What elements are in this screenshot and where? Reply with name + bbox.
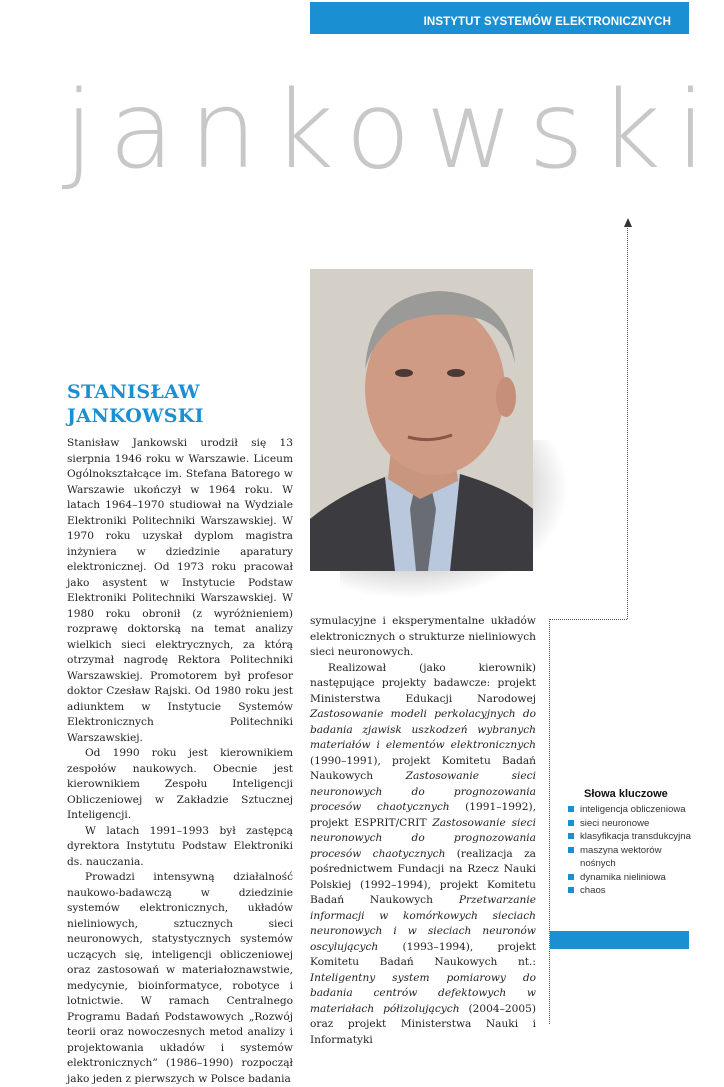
keywords-list	[568, 803, 692, 898]
keyword-item	[568, 803, 692, 817]
text-span: (1990–1991), projekt Komitetu Badań Naukowych	[310, 754, 536, 782]
text-span: (1993–1994), projekt Komitetu Badań Naukowych nt.:	[310, 940, 536, 968]
biography-column-2	[310, 614, 536, 1048]
projects-paragraph	[310, 661, 536, 1049]
surname-display: jankowski	[64, 69, 721, 193]
dotted-line-horizontal	[549, 619, 627, 620]
text-span: (2004–2005) oraz projekt Ministerstwa Nauki i Informatyki	[310, 1002, 536, 1046]
keyword-label: klasyfikacja transdukcyjna	[580, 831, 691, 842]
keyword-label: chaos	[580, 885, 606, 896]
keyword-item	[568, 817, 692, 831]
bullet-square-icon	[568, 820, 574, 826]
arrow-up-icon	[624, 218, 632, 227]
project-title: Zastosowanie sieci neuronowych do prognozowania procesów chaotycznych	[310, 770, 536, 813]
text-span: Realizował (jako kierownik) następujące projekty badawcze: projekt Ministerstwa Edukacji Narodowej	[310, 661, 536, 705]
keyword-label: dynamika nieliniowa	[580, 871, 666, 883]
keyword-label: maszyna wektorów nośnych	[580, 844, 662, 869]
keyword-item	[568, 884, 692, 898]
portrait-illustration	[310, 269, 533, 571]
bullet-square-icon	[568, 874, 574, 880]
project-title: Inteligentny system pomiarowy do badania centrów defektowych w materiałach półizolujących	[310, 971, 536, 1015]
bullet-square-icon	[568, 847, 574, 853]
bio-paragraph: Od 1990 roku jest kierownikiem zespołów naukowych. Obecnie jest kierownikiem Zespołu Inteligencji Obliczeniowej w Zakładzie Sztucznej Inteligencji.	[67, 747, 293, 821]
dotted-line-vertical-lower	[549, 619, 550, 1024]
keyword-label: sieci neuronowe	[580, 817, 650, 829]
project-title: Zastosowanie modeli perkolacyjnych do badania zjawisk uszkodzeń wybranych materiałów i elementów elektronicznych	[310, 708, 536, 751]
project-title: Zastosowanie sieci neuronowych do prognozowania procesów chaotycznych	[310, 816, 537, 860]
keyword-item	[568, 871, 692, 885]
person-last-name: JANKOWSKI	[67, 405, 204, 427]
bio-paragraph: Stanisław Jankowski urodził się 13 sierpnia 1946 roku w Warszawie. Liceum Ogólnokształcące im. Stefana Batorego w Warszawie ukończył w 1964 roku. W latach 1964–1970 studiował na Wydziale Elektroniki Politechniki Warszawskiej. W 1970 roku uzyskał dyplom magistra inżyniera w dziedzinie aparatury elektronicznej. Od 1973 roku pracował jako asystent w Instytucie Podstaw Elektroniki Politechniki Warszawskiej. W 1980 roku obronił (z wyróżnieniem) rozprawę doktorską na temat analizy wielkich sieci elektrycznych, za którą otrzymał nagrodę Rektora Politechniki Warszawskiej. Promotorem był profesor doktor Czesław Rajski. Od 1980 roku jest adiunktem w Instytucie Systemów Elektronicznych Politechniki Warszawskiej.	[67, 437, 293, 744]
accent-bar	[550, 931, 689, 949]
bio-paragraph: W latach 1991–1993 był zastępcą dyrektora Instytutu Podstaw Elektroniki ds. nauczania.	[67, 824, 293, 868]
person-first-name: STANISŁAW	[67, 381, 200, 403]
portrait-photo	[310, 269, 533, 571]
person-name	[67, 380, 204, 428]
keyword-label: inteligencja obliczeniowa	[580, 804, 686, 815]
text-span: (realizacja za pośrednictwem Fundacji na Rzecz Nauki Polskiej (1992–1994), projekt Komitetu Badań Naukowych	[310, 847, 536, 906]
bullet-square-icon	[568, 833, 574, 839]
project-title: Przetwarzanie informacji w komórkowych sieciach neuronowych i w sieciach neuronów oscylujących	[310, 894, 536, 953]
keyword-item	[568, 844, 692, 871]
header-bar	[310, 2, 689, 34]
dotted-line-vertical	[627, 226, 628, 619]
bio-paragraph: symulacyjne i eksperymentalne układów elektronicznych o strukturze nieliniowych sieci neuronowych.	[310, 615, 536, 658]
institute-title: INSTYTUT SYSTEMÓW ELEKTRONICZNYCH	[423, 16, 671, 28]
biography-column-1	[67, 436, 293, 1087]
text-span: (1991–1992), projekt ESPRIT/CRIT	[310, 801, 537, 829]
keyword-item	[568, 830, 692, 844]
bio-paragraph: Prowadzi intensywną działalność naukowo-badawczą w dziedzinie systemów elektronicznych, układów nieliniowych, sztucznych sieci neuronowych, statystycznych systemów uczących się, inteligencji obliczeniowej oraz zastosowań w materiałoznawstwie, medycynie, bioinformatyce, robotyce i lotnictwie. W ramach Centralnego Programu Badań Podstawowych „Rozwój teorii oraz nowoczesnych metod analizy i projektowania układów i systemów elektronicznych” (1986–1990) rozpoczął jako jeden z pierwszych w Polsce badania	[67, 871, 293, 1085]
bullet-square-icon	[568, 887, 574, 893]
bullet-square-icon	[568, 806, 574, 812]
keywords-title: Słowa kluczowe	[584, 788, 668, 800]
